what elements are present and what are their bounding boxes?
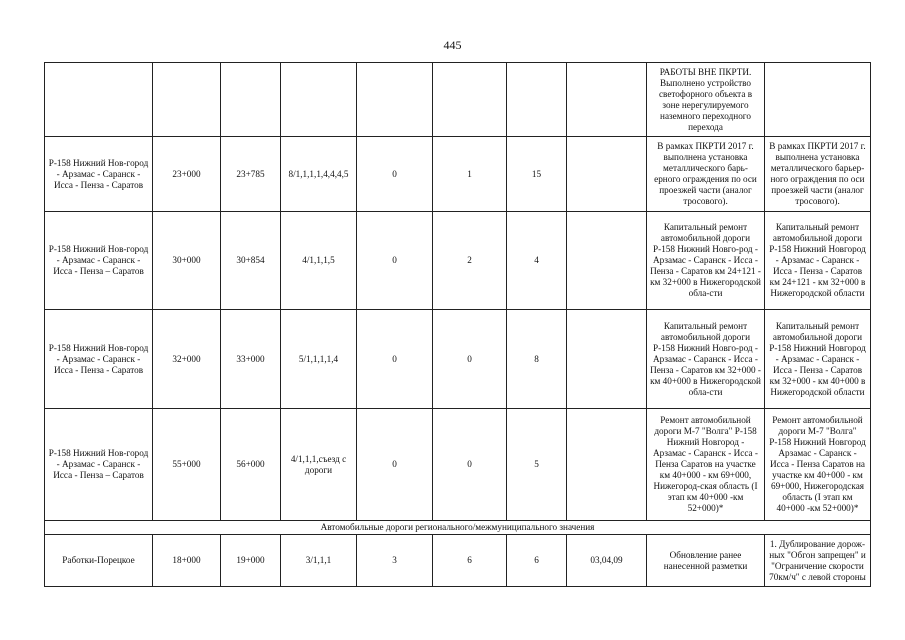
note-cell: Капитальный ремонт автомобильной дороги Р-158 Нижний Новгород - Арзамас - Саранск - Исса - Пенза - Саратов км 24+121 - км 32+000 в Нижегородской области xyxy=(765,212,871,310)
value-cell: 5 xyxy=(507,409,567,521)
road-cell: Работки-Порецкое xyxy=(45,535,153,587)
value-cell: 0 xyxy=(357,137,433,212)
note-cell: Ремонт автомобильной дороги М-7 "Волга" Р-158 Нижний Новгород - Арзамас - Саранск - Исса - Пенза Саратов на участке км 40+000 - км 69+000, Нижегород-ская область (I этап км 40+000 -км 52+000)* xyxy=(647,409,765,521)
value-cell: 0 xyxy=(357,310,433,409)
value-cell xyxy=(433,63,507,137)
code-cell xyxy=(281,63,357,137)
start-km-cell xyxy=(153,63,221,137)
start-km-cell: 23+000 xyxy=(153,137,221,212)
value-cell: 0 xyxy=(433,310,507,409)
section-header-row xyxy=(45,521,871,535)
note-cell: Капитальный ремонт автомобильной дороги Р-158 Нижний Новгород - Арзамас - Саранск - Исса - Пенза - Саратов км 32+000 - км 40+000 в Нижегородской области xyxy=(765,310,871,409)
value-cell: 0 xyxy=(433,409,507,521)
value-cell xyxy=(567,63,647,137)
note-cell: Капитальный ремонт автомобильной дороги Р-158 Нижний Новго-род - Арзамас - Саранск - Исса - Пенза - Саратов км 32+000 - км 40+000 в Нижегородской обла-сти xyxy=(647,310,765,409)
value-cell xyxy=(567,212,647,310)
road-cell: Р-158 Нижний Нов-город - Арзамас - Саранск - Исса - Пенза - Саратов xyxy=(45,137,153,212)
value-cell: 0 xyxy=(357,212,433,310)
start-km-cell: 18+000 xyxy=(153,535,221,587)
end-km-cell: 23+785 xyxy=(221,137,281,212)
value-cell xyxy=(567,409,647,521)
end-km-cell: 56+000 xyxy=(221,409,281,521)
start-km-cell: 32+000 xyxy=(153,310,221,409)
end-km-cell xyxy=(221,63,281,137)
code-cell: 8/1,1,1,1,4,4,4,5 xyxy=(281,137,357,212)
table-row xyxy=(45,212,871,310)
note-cell: Обновление ранее нанесенной разметки xyxy=(647,535,765,587)
road-cell: Р-158 Нижний Нов-город - Арзамас - Саранск - Исса - Пенза - Саратов xyxy=(45,310,153,409)
value-cell: 2 xyxy=(433,212,507,310)
value-cell: 03,04,09 xyxy=(567,535,647,587)
road-cell xyxy=(45,63,153,137)
page-number: 445 xyxy=(443,38,462,52)
road-cell: Р-158 Нижний Нов-город - Арзамас - Саранск - Исса - Пенза – Саратов xyxy=(45,409,153,521)
end-km-cell: 33+000 xyxy=(221,310,281,409)
value-cell xyxy=(567,137,647,212)
note-cell: РАБОТЫ ВНЕ ПКРТИ. Выполнено устройство светофорного объекта в зоне нерегулируемого наземного переходного перехода xyxy=(647,63,765,137)
value-cell: 6 xyxy=(507,535,567,587)
code-cell: 3/1,1,1 xyxy=(281,535,357,587)
note-cell: Ремонт автомобильной дороги М-7 "Волга" Р-158 Нижний Новгород Арзамас - Саранск - Исса - Пенза Саратов на участке км 40+000 - км 69+000, Нижегородская область (I этап км 40+000 -км 52+000)* xyxy=(765,409,871,521)
value-cell: 0 xyxy=(357,409,433,521)
value-cell: 4 xyxy=(507,212,567,310)
table-row xyxy=(45,63,871,137)
value-cell: 8 xyxy=(507,310,567,409)
note-cell xyxy=(765,63,871,137)
note-cell: В рамках ПКРТИ 2017 г. выполнена установка металлического барьер-ного ограждения по оси проезжей части (аналог тросового). xyxy=(765,137,871,212)
start-km-cell: 30+000 xyxy=(153,212,221,310)
note-cell: В рамках ПКРТИ 2017 г. выполнена установка металлического барь-ерного ограждения по оси проезжей части (аналог тросового). xyxy=(647,137,765,212)
section-title: Автомобильные дороги регионального/межмуниципального значения xyxy=(45,521,871,535)
value-cell: 15 xyxy=(507,137,567,212)
code-cell: 4/1,1,1,съезд с дороги xyxy=(281,409,357,521)
end-km-cell: 30+854 xyxy=(221,212,281,310)
note-cell: 1. Дублирование дорож-ных "Обгон запрещен" и "Ограничение скорости 70км/ч" с левой стороны xyxy=(765,535,871,587)
table-row xyxy=(45,535,871,587)
value-cell: 6 xyxy=(433,535,507,587)
value-cell xyxy=(567,310,647,409)
end-km-cell: 19+000 xyxy=(221,535,281,587)
value-cell: 3 xyxy=(357,535,433,587)
code-cell: 5/1,1,1,1,4 xyxy=(281,310,357,409)
code-cell: 4/1,1,1,5 xyxy=(281,212,357,310)
table-row xyxy=(45,310,871,409)
value-cell xyxy=(507,63,567,137)
table-row xyxy=(45,137,871,212)
value-cell xyxy=(357,63,433,137)
road-cell: Р-158 Нижний Нов-город - Арзамас - Саранск - Исса - Пенза – Саратов xyxy=(45,212,153,310)
value-cell: 1 xyxy=(433,137,507,212)
start-km-cell: 55+000 xyxy=(153,409,221,521)
table-row xyxy=(45,409,871,521)
note-cell: Капитальный ремонт автомобильной дороги Р-158 Нижний Новго-род - Арзамас - Саранск - Исса - Пенза - Саратов км 24+121 - км 32+000 в Нижегородской обла-сти xyxy=(647,212,765,310)
road-works-table xyxy=(44,62,871,587)
